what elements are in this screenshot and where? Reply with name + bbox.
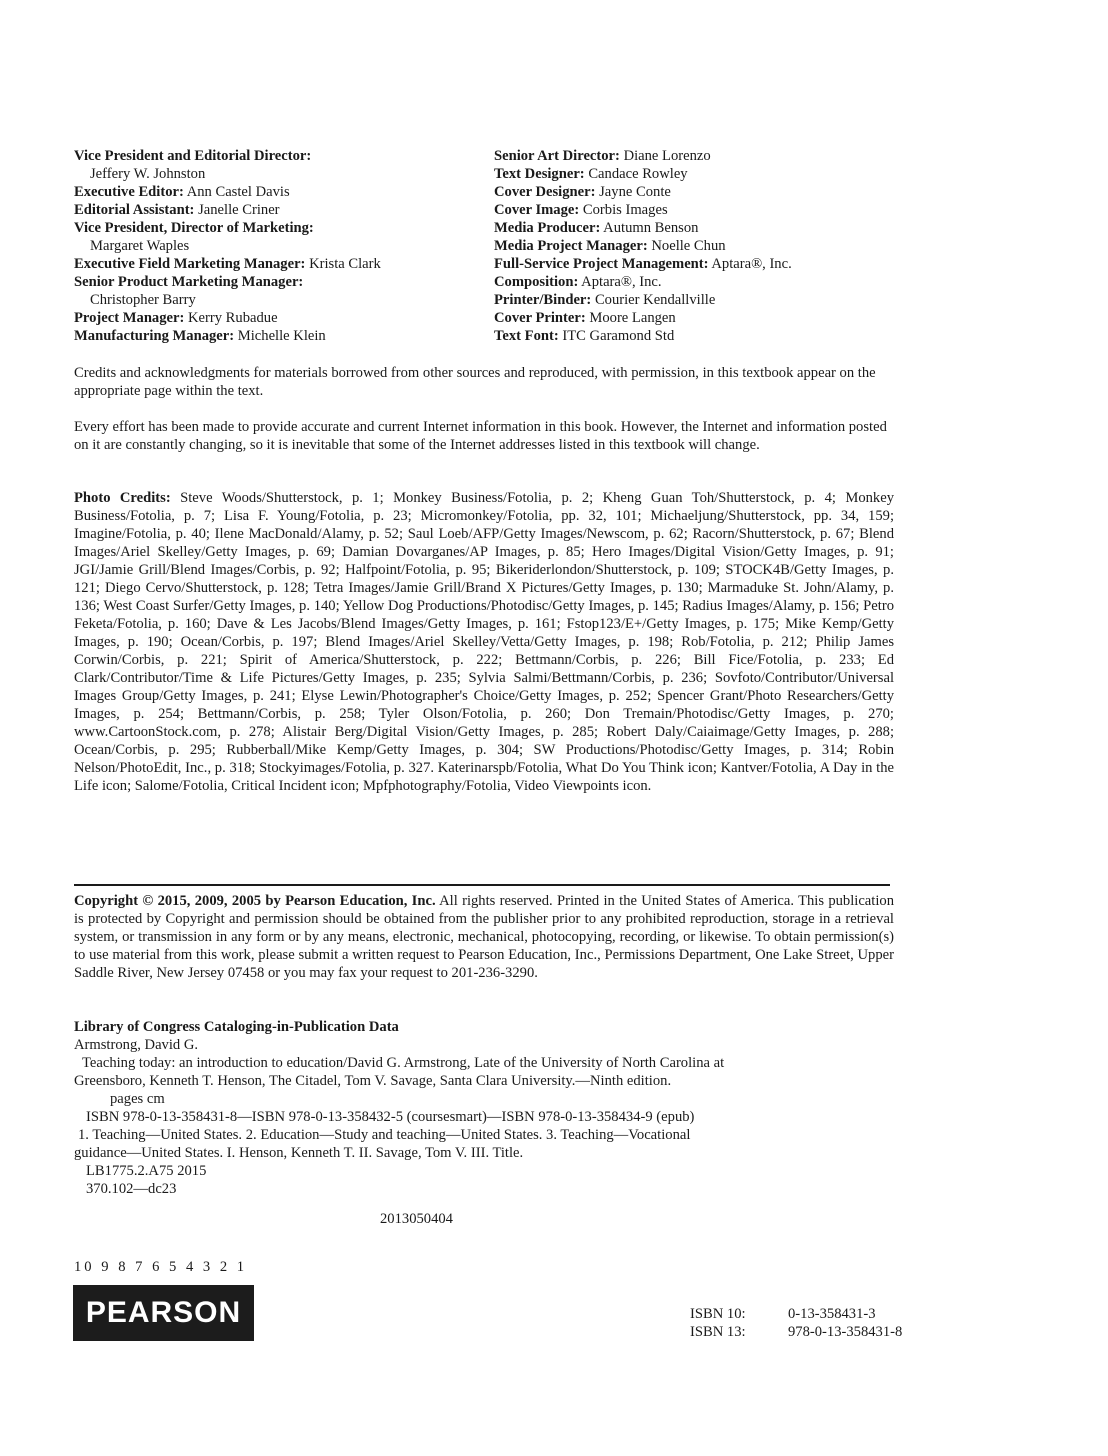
credit-row (494, 255, 914, 273)
credit-role: Cover Image: (494, 202, 580, 218)
credit-row (494, 183, 914, 201)
credit-row (494, 273, 914, 291)
credit-name: Michelle Klein (237, 328, 326, 344)
isbn-block (690, 1305, 902, 1341)
isbn-label: ISBN 10: (690, 1306, 746, 1322)
credit-role: Senior Art Director: (494, 148, 620, 164)
credit-row (74, 201, 474, 219)
section-divider (74, 884, 890, 886)
isbn-value: 978-0-13-358431-8 (788, 1324, 903, 1340)
credit-row (74, 309, 474, 327)
credit-row (494, 165, 914, 183)
credit-row (74, 327, 474, 345)
cip-author: Armstrong, David G. (74, 1037, 199, 1053)
credit-role: Executive Editor: (74, 184, 184, 200)
cip-subjects-line: guidance—United States. I. Henson, Kenneth T. II. Savage, Tom V. III. Title. (74, 1145, 524, 1161)
cip-isbns: ISBN 978-0-13-358431-8—ISBN 978-0-13-358432-5 (coursesmart)—ISBN 978-0-13-358434-9 (epub) (86, 1109, 695, 1125)
photo-credits-label: Photo Credits: (74, 490, 171, 506)
credit-row (74, 219, 474, 255)
credit-row (494, 309, 914, 327)
pearson-logo: PEARSON (73, 1285, 254, 1341)
credit-name: Aptara®, Inc. (581, 274, 662, 290)
credit-row (494, 291, 914, 309)
credits-left-column (74, 147, 474, 345)
internet-notice-paragraph: Every effort has been made to provide accurate and current Internet information in this book. However, the Internet and information posted on it are constantly changing, so it is inevitable that some of the Internet addresses listed in this textbook will change. (74, 419, 887, 453)
copyright-text: All rights reserved. Printed in the United States of America. This publication is protected by Copyright and permission should be obtained from the publisher prior to any prohibited reproduction, storage in a retrieval system, or transmission in any form or by any means, electronic, mechanical, photocopying, recording, or likewise. To obtain permission(s) to use material from this work, please submit a written request to Pearson Education, Inc., Permissions Department, One Lake Street, Upper Saddle River, New Jersey 07458 or you may fax your request to 201-236-3290. (74, 893, 894, 981)
credit-name: Noelle Chun (651, 238, 726, 254)
credit-name: Krista Clark (309, 256, 381, 272)
credit-role: Executive Field Marketing Manager: (74, 256, 306, 272)
cip-dewey: 370.102—dc23 (86, 1181, 177, 1197)
credit-role: Vice President and Editorial Director: (74, 148, 312, 164)
credit-row (74, 147, 474, 183)
credits-right-column (494, 147, 914, 345)
cip-title-line: Greensboro, Kenneth T. Henson, The Citadel, Tom V. Savage, Santa Clara University.—Ninth edition. (74, 1073, 672, 1089)
credit-role: Text Designer: (494, 166, 585, 182)
credit-role: Cover Printer: (494, 310, 586, 326)
credit-name: Jeffery W. Johnston (90, 166, 206, 182)
photo-credits-text: Steve Woods/Shutterstock, p. 1; Monkey Business/Fotolia, p. 2; Kheng Guan Toh/Shutterstock, p. 4; Monkey Business/Fotolia, p. 7; Lisa F. Young/Fotolia, p. 23; Micromonkey/Fotolia, pp. 32, 101; Michaeljung/Shutterstock, pp. 34, 159; Imagine/Fotolia, p. 40; Ilene MacDonald/Alamy, p. 52; Saul Loeb/AFP/Getty Images/Newscom, p. 62; Racorn/Shutterstock, p. 67; Blend Images/Ariel Skelley/Getty Images, p. 69; Damian Dovarganes/AP Images, p. 85; Hero Images/Digital Vision/Getty Images, p. 91; JGI/Jamie Grill/Blend Images/Corbis, p. 92; Halfpoint/Fotolia, p. 95; Bikeriderlondon/Shutterstock, p. 109; STOCK4B/Getty Images, p. 121; Diego Cervo/Shutterstock, p. 128; Tetra Images/Jamie Grill/Brand X Pictures/Getty Images, p. 130; Marmaduke St. John/Alamy, p. 136; West Coast Surfer/Getty Images, p. 140; Yellow Dog Productions/Photodisc/Getty Images, p. 145; Radius Images/Alamy, p. 156; Petro Feketa/Fotolia, p. 160; Dave & Les Jacobs/Blend Images/Getty Images, p. 161; Fstop123/E+/Getty Images, p. 175; Mike Kemp/Getty Images, p. 190; Ocean/Corbis, p. 197; Blend Images/Ariel Skelley/Vetta/Getty Images, p. 198; Rob/Fotolia, p. 212; Philip James Corwin/Corbis, p. 221; Spirit of America/Shutterstock, p. 222; Bettmann/Corbis, p. 226; Bill Fice/Fotolia, p. 233; Ed Clark/Contributor/Time & Life Pictures/Getty Images, p. 235; Sylvia Salmi/Bettmann/Corbis, p. 236; Sovfoto/Contributor/Universal Images Group/Getty Images, p. 241; Elyse Lewin/Photographer's Choice/Getty Images, p. 252; Spencer Grant/Photo Researchers/Getty Images, p. 254; Bettmann/Corbis, p. 258; Tyler Olson/Fotolia, p. 260; Don Tremain/Photodisc/Getty Images, p. 270; www.CartoonStock.com, p. 278; Alistair Berg/Digital Vision/Getty Images, p. 285; Robert Daly/Caiaimage/Getty Images, p. 288; Ocean/Corbis, p. 295; Rubberball/Mike Kemp/Getty Images, p. 304; SW Productions/Photodisc/Getty Images, p. 314; Robin Nelson/PhotoEdit, Inc., p. 318; Stockyimages/Fotolia, p. 327. Katerinarspb/Fotolia, What Do You Think icon; Kantver/Fotolia, A Day in the Life icon; Salome/Fotolia, Critical Incident icon; Mpfphotography/Fotolia, Video Viewpoints icon. (74, 490, 894, 794)
credit-role: Printer/Binder: (494, 292, 592, 308)
cip-subjects-line: 1. Teaching—United States. 2. Education—Study and teaching—United States. 3. Teaching—Vocational (78, 1127, 691, 1143)
credit-name: Margaret Waples (90, 238, 190, 254)
credit-row (74, 273, 474, 309)
credit-name: Jayne Conte (599, 184, 671, 200)
credit-role: Editorial Assistant: (74, 202, 195, 218)
isbn-label: ISBN 13: (690, 1324, 746, 1340)
credit-name: Kerry Rubadue (188, 310, 278, 326)
credit-role: Manufacturing Manager: (74, 328, 235, 344)
credit-row (74, 255, 474, 273)
credit-role: Cover Designer: (494, 184, 596, 200)
credit-role: Full-Service Project Management: (494, 256, 709, 272)
credit-name: Aptara®, Inc. (711, 256, 792, 272)
cip-title-line: Teaching today: an introduction to education/David G. Armstrong, Late of the University of North Carolina at (82, 1055, 725, 1071)
cip-lccn: 2013050404 (380, 1211, 453, 1227)
credit-role: Media Producer: (494, 220, 601, 236)
spacer (74, 1198, 894, 1210)
credit-role: Text Font: (494, 328, 559, 344)
credit-name: Candace Rowley (588, 166, 688, 182)
credit-role: Vice President, Director of Marketing: (74, 220, 314, 236)
cip-pages: pages cm (110, 1091, 165, 1107)
cip-data-block (74, 1018, 894, 1228)
cip-heading: Library of Congress Cataloging-in-Publication Data (74, 1019, 399, 1035)
credit-name: Courier Kendallville (594, 292, 716, 308)
credit-role: Media Project Manager: (494, 238, 648, 254)
copyright-lead: Copyright © 2015, 2009, 2005 by Pearson Education, Inc. (74, 893, 436, 909)
credit-name: ITC Garamond Std (562, 328, 675, 344)
credit-name: Autumn Benson (603, 220, 699, 236)
isbn-row (690, 1305, 902, 1323)
credit-row (494, 327, 914, 345)
credit-name: Moore Langen (589, 310, 676, 326)
credit-name: Janelle Criner (198, 202, 280, 218)
credit-name: Corbis Images (582, 202, 668, 218)
credit-role: Project Manager: (74, 310, 185, 326)
credit-name: Ann Castel Davis (186, 184, 290, 200)
credit-row (494, 237, 914, 255)
credit-role: Senior Product Marketing Manager: (74, 274, 304, 290)
acknowledgments-paragraph: Credits and acknowledgments for materials borrowed from other sources and reproduced, with permission, in this textbook appear on the appropriate page within the text. (74, 365, 876, 399)
isbn-row (690, 1323, 902, 1341)
photo-credits-paragraph (74, 489, 894, 795)
credit-role: Composition: (494, 274, 579, 290)
credit-row (494, 219, 914, 237)
credit-name: Diane Lorenzo (623, 148, 711, 164)
credit-name: Christopher Barry (90, 292, 196, 308)
credit-row (494, 147, 914, 165)
credit-row (494, 201, 914, 219)
cip-lc-class: LB1775.2.A75 2015 (86, 1163, 207, 1179)
copyright-paragraph (74, 892, 894, 982)
print-line: 10 9 8 7 6 5 4 3 2 1 (74, 1259, 248, 1275)
isbn-value: 0-13-358431-3 (788, 1306, 876, 1322)
credit-row (74, 183, 474, 201)
